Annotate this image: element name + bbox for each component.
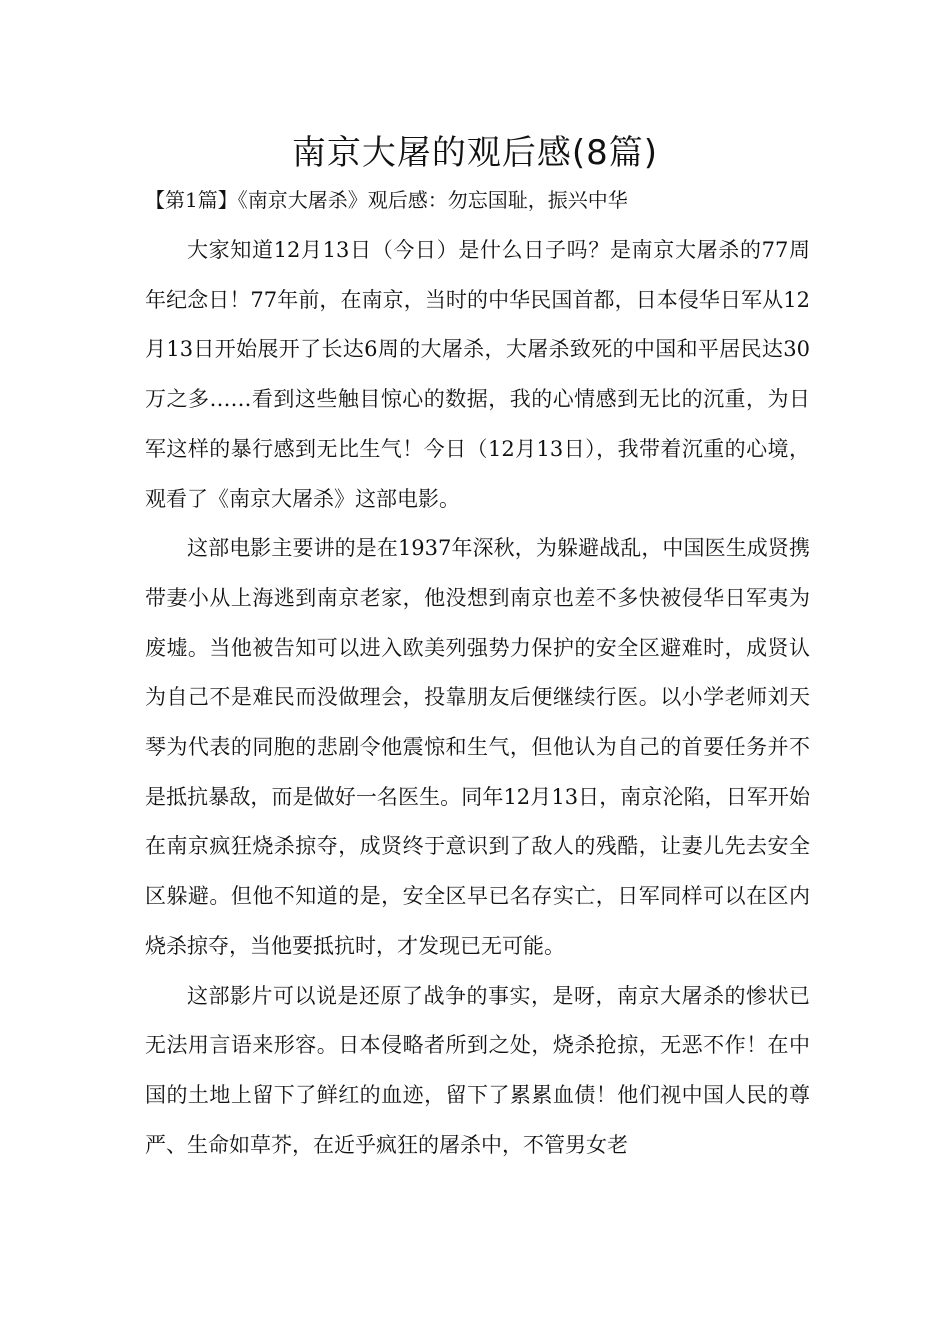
paragraph-3: 这部影片可以说是还原了战争的事实，是呀，南京大屠杀的惨状已无法用言语来形容。日本侵略者所到之处，烧杀抢掠，无恶不作！在中国的土地上留下了鲜红的血迹，留下了累累血债！他们视中国人民的尊严、生命如草芥，在近乎疯狂的屠杀中，不管男女老 xyxy=(145,983,810,1157)
document-body xyxy=(145,226,810,1170)
paragraph-2: 这部电影主要讲的是在1937年深秋，为躲避战乱，中国医生成贤携带妻小从上海逃到南京老家，他没想到南京也差不多快被侵华日军夷为废墟。当他被告知可以进入欧美列强势力保护的安全区避难时，成贤认为自己不是难民而没做理会，投靠朋友后便继续行医。以小学老师刘天琴为代表的同胞的悲剧令他震惊和生气，但他认为自己的首要任务并不是抵抗暴敌，而是做好一名医生。同年12月13日，南京沦陷，日军开始在南京疯狂烧杀掠夺，成贤终于意识到了敌人的残酷，让妻儿先去安全区躲避。但他不知道的是，安全区早已名存实亡，日军同样可以在区内烧杀掠夺，当他要抵抗时，才发现已无可能。 xyxy=(145,536,810,958)
document-title: 南京大屠的观后感(8篇) xyxy=(291,133,659,173)
paragraph-1: 大家知道12月13日（今日）是什么日子吗？是南京大屠杀的77周年纪念日！77年前，在南京，当时的中华民国首都，日本侵华日军从12月13日开始展开了长达6周的大屠杀，大屠杀致死的中国和平居民达30万之多……看到这些触目惊心的数据，我的心情感到无比的沉重，为日军这样的暴行感到无比生气！今日（12月13日），我带着沉重的心境，观看了《南京大屠杀》这部电影。 xyxy=(145,238,810,511)
section-heading: 【第1篇】《南京大屠杀》观后感：勿忘国耻，振兴中华 xyxy=(145,188,628,212)
